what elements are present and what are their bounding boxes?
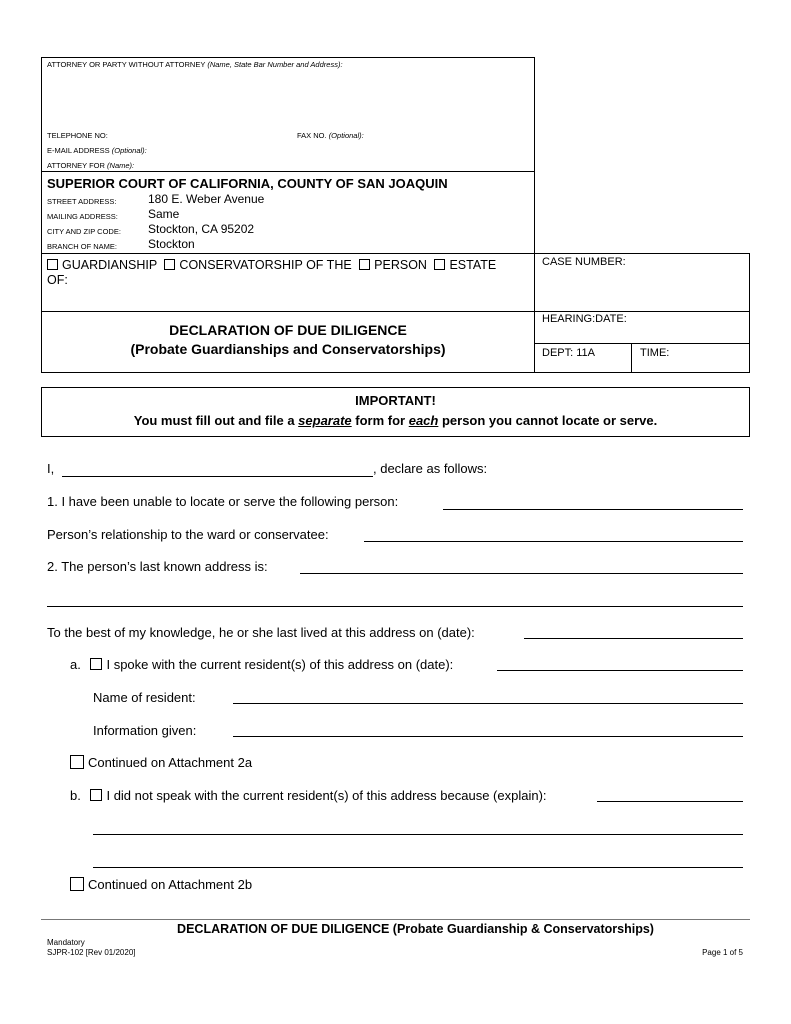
person-name-field[interactable] bbox=[443, 509, 743, 510]
explain-field-2[interactable] bbox=[93, 834, 743, 835]
person-checkbox[interactable] bbox=[359, 259, 370, 270]
footer-title: DECLARATION OF DUE DILIGENCE (Probate Guardianship & Conservatorships) bbox=[177, 922, 654, 936]
city-value: Stockton, CA 95202 bbox=[148, 222, 255, 236]
time-label: TIME: bbox=[640, 347, 670, 359]
name-resident-field[interactable] bbox=[233, 703, 743, 704]
guardianship-checkbox[interactable] bbox=[47, 259, 58, 270]
form-title: DECLARATION OF DUE DILIGENCE bbox=[169, 322, 407, 338]
street-label: STREET ADDRESS: bbox=[47, 197, 117, 206]
case-number-label: CASE NUMBER: bbox=[542, 256, 626, 268]
fax-label: FAX NO. (Optional): bbox=[297, 131, 364, 140]
conservatorship-checkbox[interactable] bbox=[164, 259, 175, 270]
important-text: You must fill out and file a separate form for each person you cannot locate or serve. bbox=[133, 413, 658, 428]
relationship-field[interactable] bbox=[364, 541, 743, 542]
declarant-name-field[interactable] bbox=[62, 476, 373, 477]
explain-field-1[interactable] bbox=[597, 801, 743, 802]
item1-text: 1. I have been unable to locate or serve the following person: bbox=[47, 494, 399, 509]
item-a: a. I spoke with the current resident(s) of this address on (date): bbox=[70, 657, 454, 672]
info-given-field[interactable] bbox=[233, 736, 743, 737]
item2-text: 2. The person’s last known address is: bbox=[47, 559, 268, 574]
branch-value: Stockton bbox=[148, 237, 195, 251]
hearing-label: HEARING:DATE: bbox=[542, 313, 627, 325]
dept-label: DEPT: 11A bbox=[542, 347, 595, 359]
court-name: SUPERIOR COURT OF CALIFORNIA, COUNTY OF SAN JOAQUIN bbox=[47, 176, 448, 191]
important-heading: IMPORTANT! bbox=[355, 393, 436, 408]
estate-checkbox[interactable] bbox=[434, 259, 445, 270]
best-knowledge-text: To the best of my knowledge, he or she last lived at this address on (date): bbox=[47, 625, 475, 640]
footer-form-id: SJPR-102 [Rev 01/2020] bbox=[47, 948, 136, 957]
address-field-2[interactable] bbox=[47, 606, 743, 607]
form-subtitle: (Probate Guardianships and Conservatorships) bbox=[130, 341, 446, 357]
name-resident-label: Name of resident: bbox=[93, 690, 196, 705]
relationship-text: Person’s relationship to the ward or conservatee: bbox=[47, 527, 329, 542]
last-lived-date-field[interactable] bbox=[524, 638, 743, 639]
spoke-with-resident-checkbox[interactable] bbox=[90, 658, 102, 670]
explain-field-3[interactable] bbox=[93, 867, 743, 868]
telephone-label: TELEPHONE NO: bbox=[47, 131, 108, 140]
did-not-speak-checkbox[interactable] bbox=[90, 789, 102, 801]
continued-2a-checkbox[interactable] bbox=[70, 755, 84, 769]
info-given-label: Information given: bbox=[93, 723, 197, 738]
item-b: b. I did not speak with the current resident(s) of this address because (explain): bbox=[70, 788, 547, 803]
footer-mandatory: Mandatory bbox=[47, 938, 85, 947]
continued-2b: Continued on Attachment 2b bbox=[70, 877, 252, 892]
declarant-prefix: I, bbox=[47, 461, 55, 476]
of-label: OF: bbox=[47, 273, 68, 287]
continued-2b-checkbox[interactable] bbox=[70, 877, 84, 891]
city-label: CITY AND ZIP CODE: bbox=[47, 227, 121, 236]
mailing-value: Same bbox=[148, 207, 180, 221]
footer-rule bbox=[41, 919, 750, 920]
attorney-label: ATTORNEY OR PARTY WITHOUT ATTORNEY (Name, State Bar Number and Address): bbox=[47, 60, 343, 69]
spoke-date-field[interactable] bbox=[497, 670, 743, 671]
case-type-checkboxes: GUARDIANSHIP CONSERVATORSHIP OF THE PERSON ESTATE bbox=[47, 258, 496, 272]
email-label: E-MAIL ADDRESS (Optional): bbox=[47, 146, 147, 155]
address-field-1[interactable] bbox=[300, 573, 743, 574]
branch-label: BRANCH OF NAME: bbox=[47, 242, 118, 251]
declare-text: , declare as follows: bbox=[373, 461, 488, 476]
footer-page: Page 1 of 5 bbox=[702, 948, 743, 957]
mailing-label: MAILING ADDRESS: bbox=[47, 212, 118, 221]
continued-2a: Continued on Attachment 2a bbox=[70, 755, 252, 770]
street-value: 180 E. Weber Avenue bbox=[148, 192, 265, 206]
attorney-for-label: ATTORNEY FOR (Name): bbox=[47, 161, 135, 170]
